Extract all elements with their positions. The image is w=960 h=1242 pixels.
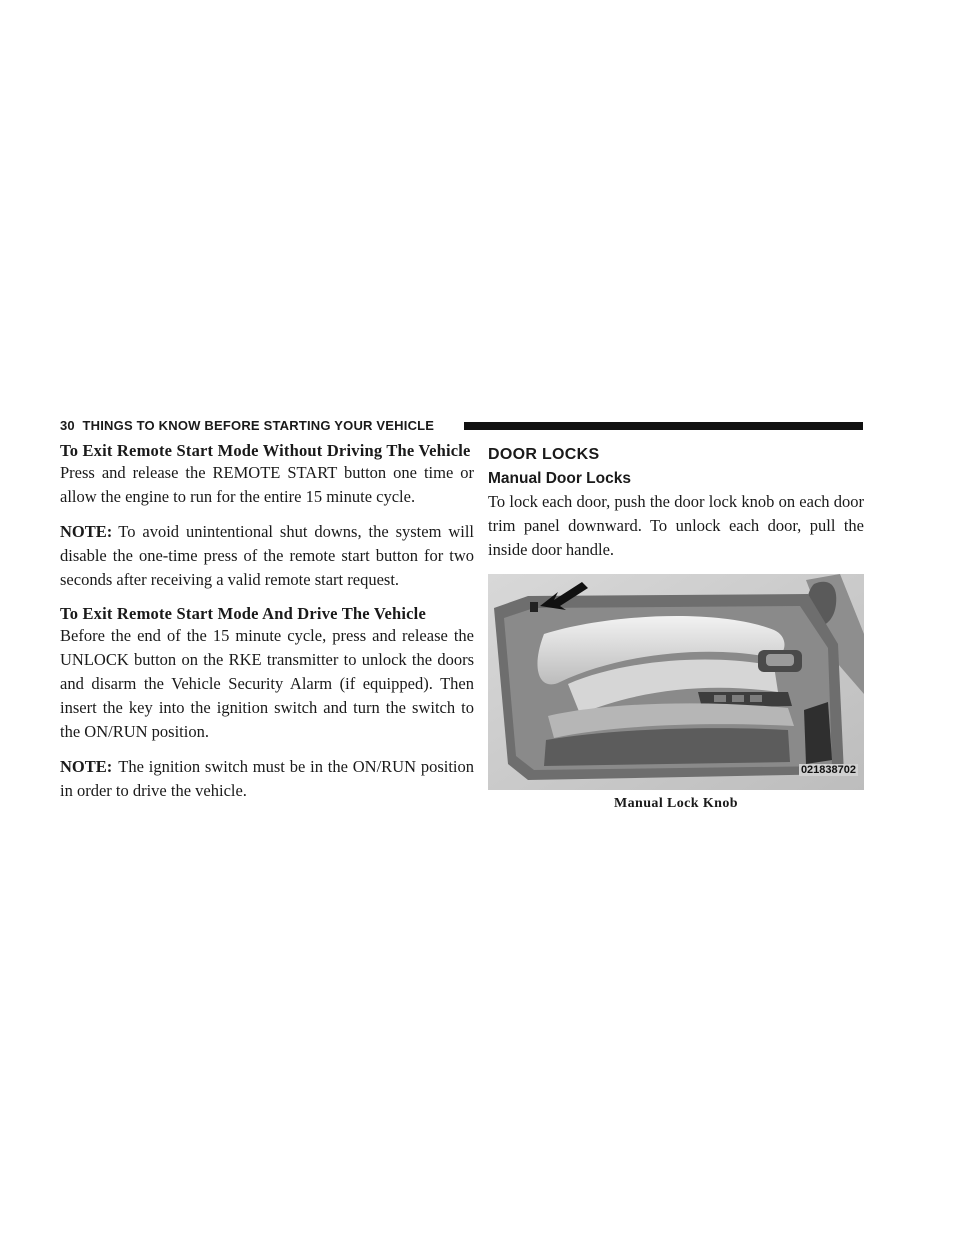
note-unintentional-shutdown: [60, 520, 474, 592]
heading-exit-and-drive: To Exit Remote Start Mode And Drive The Vehicle: [60, 604, 426, 623]
page-header: [60, 418, 863, 434]
header-rule: [464, 422, 863, 430]
page-number: 30: [60, 418, 75, 433]
page-header-text: [60, 418, 434, 434]
door-panel-illustration: [488, 574, 864, 790]
note-ignition-switch: [60, 755, 474, 803]
paragraph-exit-and-drive: Before the end of the 15 minute cycle, press and release the UNLOCK button on the RKE transmitter to unlock the doors and disarm the Vehicle Security Alarm (if equipped). Then insert the key into the ignition switch and turn the switch to the ON/RUN position.: [60, 626, 474, 741]
paragraph-exit-without-driving: Press and release the REMOTE START button one time or allow the engine to run for the entire 15 minute cycle.: [60, 463, 474, 506]
running-title: THINGS TO KNOW BEFORE STARTING YOUR VEHICLE: [82, 418, 435, 433]
note-text: The ignition switch must be in the ON/RUN position in order to drive the vehicle.: [60, 757, 474, 800]
door-panel-drawing: [488, 574, 864, 790]
section-title-door-locks: DOOR LOCKS: [488, 446, 600, 463]
heading-exit-without-driving: To Exit Remote Start Mode Without Driving The Vehicle: [60, 441, 471, 460]
figure-code: 021838702: [800, 764, 856, 776]
note-text: To avoid unintentional shut downs, the system will disable the one-time press of the remote start button for two seconds after receiving a valid remote start request.: [60, 522, 474, 589]
subsection-title-manual-door-locks: Manual Door Locks: [488, 470, 631, 487]
note-label: NOTE:: [60, 522, 113, 541]
left-column: [60, 440, 474, 803]
right-column: [488, 440, 864, 812]
note-label: NOTE:: [60, 757, 113, 776]
figure-caption: Manual Lock Knob: [614, 796, 738, 811]
paragraph-manual-door-locks: To lock each door, push the door lock knob on each door trim panel downward. To unlock each door, pull the inside door handle.: [488, 492, 864, 559]
